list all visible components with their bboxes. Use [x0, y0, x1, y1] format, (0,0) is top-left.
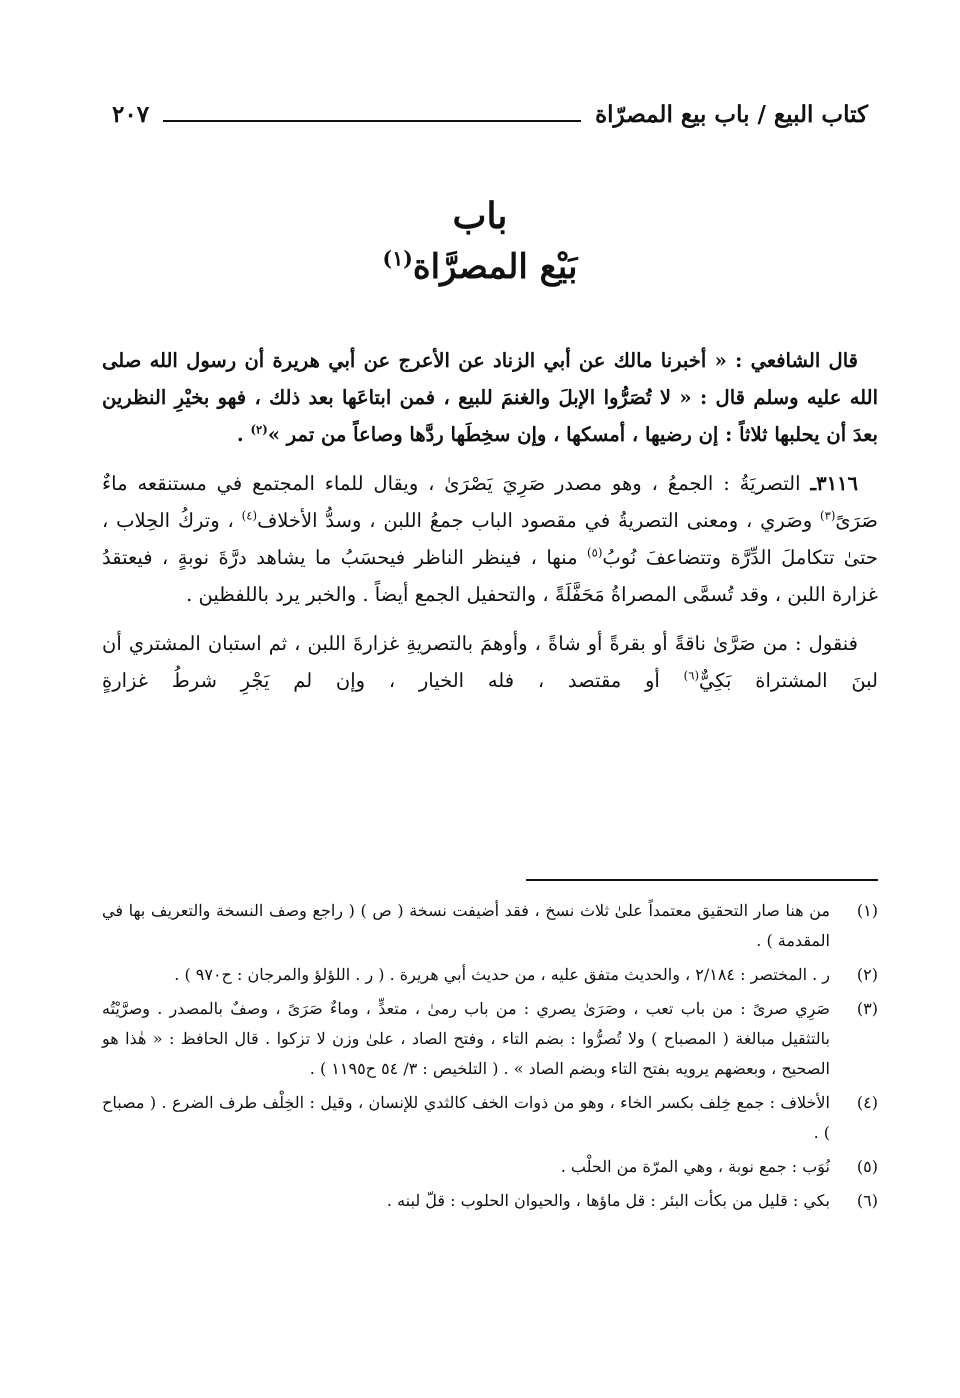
paragraph-3116 — [102, 465, 878, 613]
running-header — [112, 94, 868, 134]
hadith-text: قال الشافعي : « أخبرنا مالك عن أبي الزناد عن الأعرج عن أبي هريرة أن رسول الله صلى الله عليه وسلم قال : « لا تُصَرُّوا الإبلَ والغنمَ للبيع ، فمن ابتاعَها بعد ذلك ، فهو بخيْرِ النظرين بعدَ أن يحلبها ثلاثاً : إن رضيها ، أمسكها ، وإن سخِطَها ردَّها وصاعاً من تمر » — [102, 349, 878, 446]
page-number: ٢٠٧ — [112, 100, 150, 128]
footnote-ref: (٦) — [683, 668, 700, 683]
footnote-mark: (٣) — [856, 999, 878, 1018]
paragraph-text: ، وتركُ الحِلاب ، حتىٰ تتكاملَ الدِّرَّة وتتضاعفَ نُوبُ — [102, 509, 878, 569]
footnote-text: من هنا صار التحقيق معتمداً علىٰ ثلاث نسخ ، فقد أضيفت نسخة ( ص ) ( راجع وصف النسخة والتعريف بها في المقدمة ) . — [102, 901, 830, 950]
paragraph-text: وصَري ، ومعنى التصريةُ في مقصود الباب جمعُ اللبن ، وسدُّ الأخلاف — [257, 509, 820, 532]
footnote-mark: (٢) — [856, 965, 878, 984]
main-text — [102, 342, 878, 711]
footnote — [102, 1186, 878, 1216]
footnote-ref: (١) — [382, 246, 413, 271]
hadith-end: . — [236, 423, 251, 446]
paragraph-number: ٣١١٦ـ — [810, 472, 858, 495]
chapter-title-text: بَيْع المصرَّاة — [412, 247, 578, 287]
chapter-title — [0, 242, 960, 292]
footnote-text: ر . المختصر : ٢/١٨٤ ، والحديث متفق عليه ، من حديث أبي هريرة . ( ر . اللؤلؤ والمرجان : ح٩٧٠ ) . — [174, 965, 830, 984]
footnote-separator — [526, 879, 878, 881]
paragraph-continuing — [102, 625, 878, 699]
footnote-text: نُوَب : جمع نوبة ، وهي المرّة من الحلْب . — [560, 1157, 830, 1176]
footnote — [102, 994, 878, 1084]
paragraph-text: منها ، فينظر الناظر فيحسَبُ ما يشاهد درَّةَ نوبةٍ ، فيعتقدُ غزارة اللبن ، وقد تُسمَّى المصراةُ مَحَفَّلَةً ، والتحفيل الجمع أيضاً . والخبر يرد باللفظين . — [102, 546, 878, 606]
footnote-text: الأخلاف : جمع خِلف بكسر الخاء ، وهو من ذوات الخف كالثدي للإنسان ، وقيل : الخِلْف طرف الضرع . ( مصباح ) . — [102, 1093, 830, 1142]
footnote — [102, 896, 878, 956]
footnote — [102, 960, 878, 990]
footnote-mark: (٦) — [856, 1191, 878, 1210]
chapter-word: باب — [452, 195, 508, 237]
footnote-ref: (٥) — [587, 545, 603, 560]
footnote — [102, 1152, 878, 1182]
footnotes — [102, 896, 878, 1220]
footnote-mark: (١) — [856, 901, 878, 920]
footnote-mark: (٥) — [856, 1157, 878, 1176]
footnote-ref: (٣) — [820, 508, 836, 523]
header-rule — [163, 120, 581, 122]
footnote-text: بكي : قليل من بكأت البئر : قل ماؤها ، والحيوان الحلوب : قلّ لبنه . — [386, 1191, 830, 1210]
chapter-heading — [0, 192, 960, 292]
paragraph-hadith — [102, 342, 878, 453]
footnote-ref: (٤) — [241, 508, 258, 523]
footnote-text: صَرِي صرىً : من باب تعب ، وصَرَىٰ يصري : من باب رمىٰ ، متعدٍّ ، وماءٌ صَرَىً ، وصفٌ بالمصدر . وصرَّيْتُه بالتثقيل مبالغة ( المصباح ) ولا تُصرُّوا : بضم التاء ، وفتح الصاد ، علىٰ وزن لا تزكوا . قال الحافظ : « هٰذا هو الصحيح ، وبعضهم يرويه بفتح التاء وبضم الصاد » . ( التلخيص : ٣/ ٥٤ ح١١٩٥ ) . — [102, 999, 830, 1078]
footnote-mark: (٤) — [856, 1093, 878, 1112]
paragraph-text: أو مقتصد ، فله الخيار ، وإن لم يَجْرِ شرطُ غزارةٍ — [102, 669, 684, 692]
running-title: كتاب البيع / باب بيع المصرّاة — [595, 100, 868, 128]
paragraph-text: التصريَةُ : الجمعُ ، وهو مصدر صَرِيَ يَصْرَىٰ ، ويقال للماء المجتمع في مستنقعه ماءٌ صَرَىً — [102, 472, 878, 532]
footnote — [102, 1088, 878, 1148]
paragraph-text: فنقول : من صَرَّىٰ ناقةً أو بقرةً أو شاةً ، وأوهمَ بالتصريةِ غزارةَ اللبن ، ثم استبان المشتري أن لبنَ المشتراة بَكِيٌّ — [102, 632, 878, 692]
footnote-ref: (٢) — [250, 422, 268, 437]
